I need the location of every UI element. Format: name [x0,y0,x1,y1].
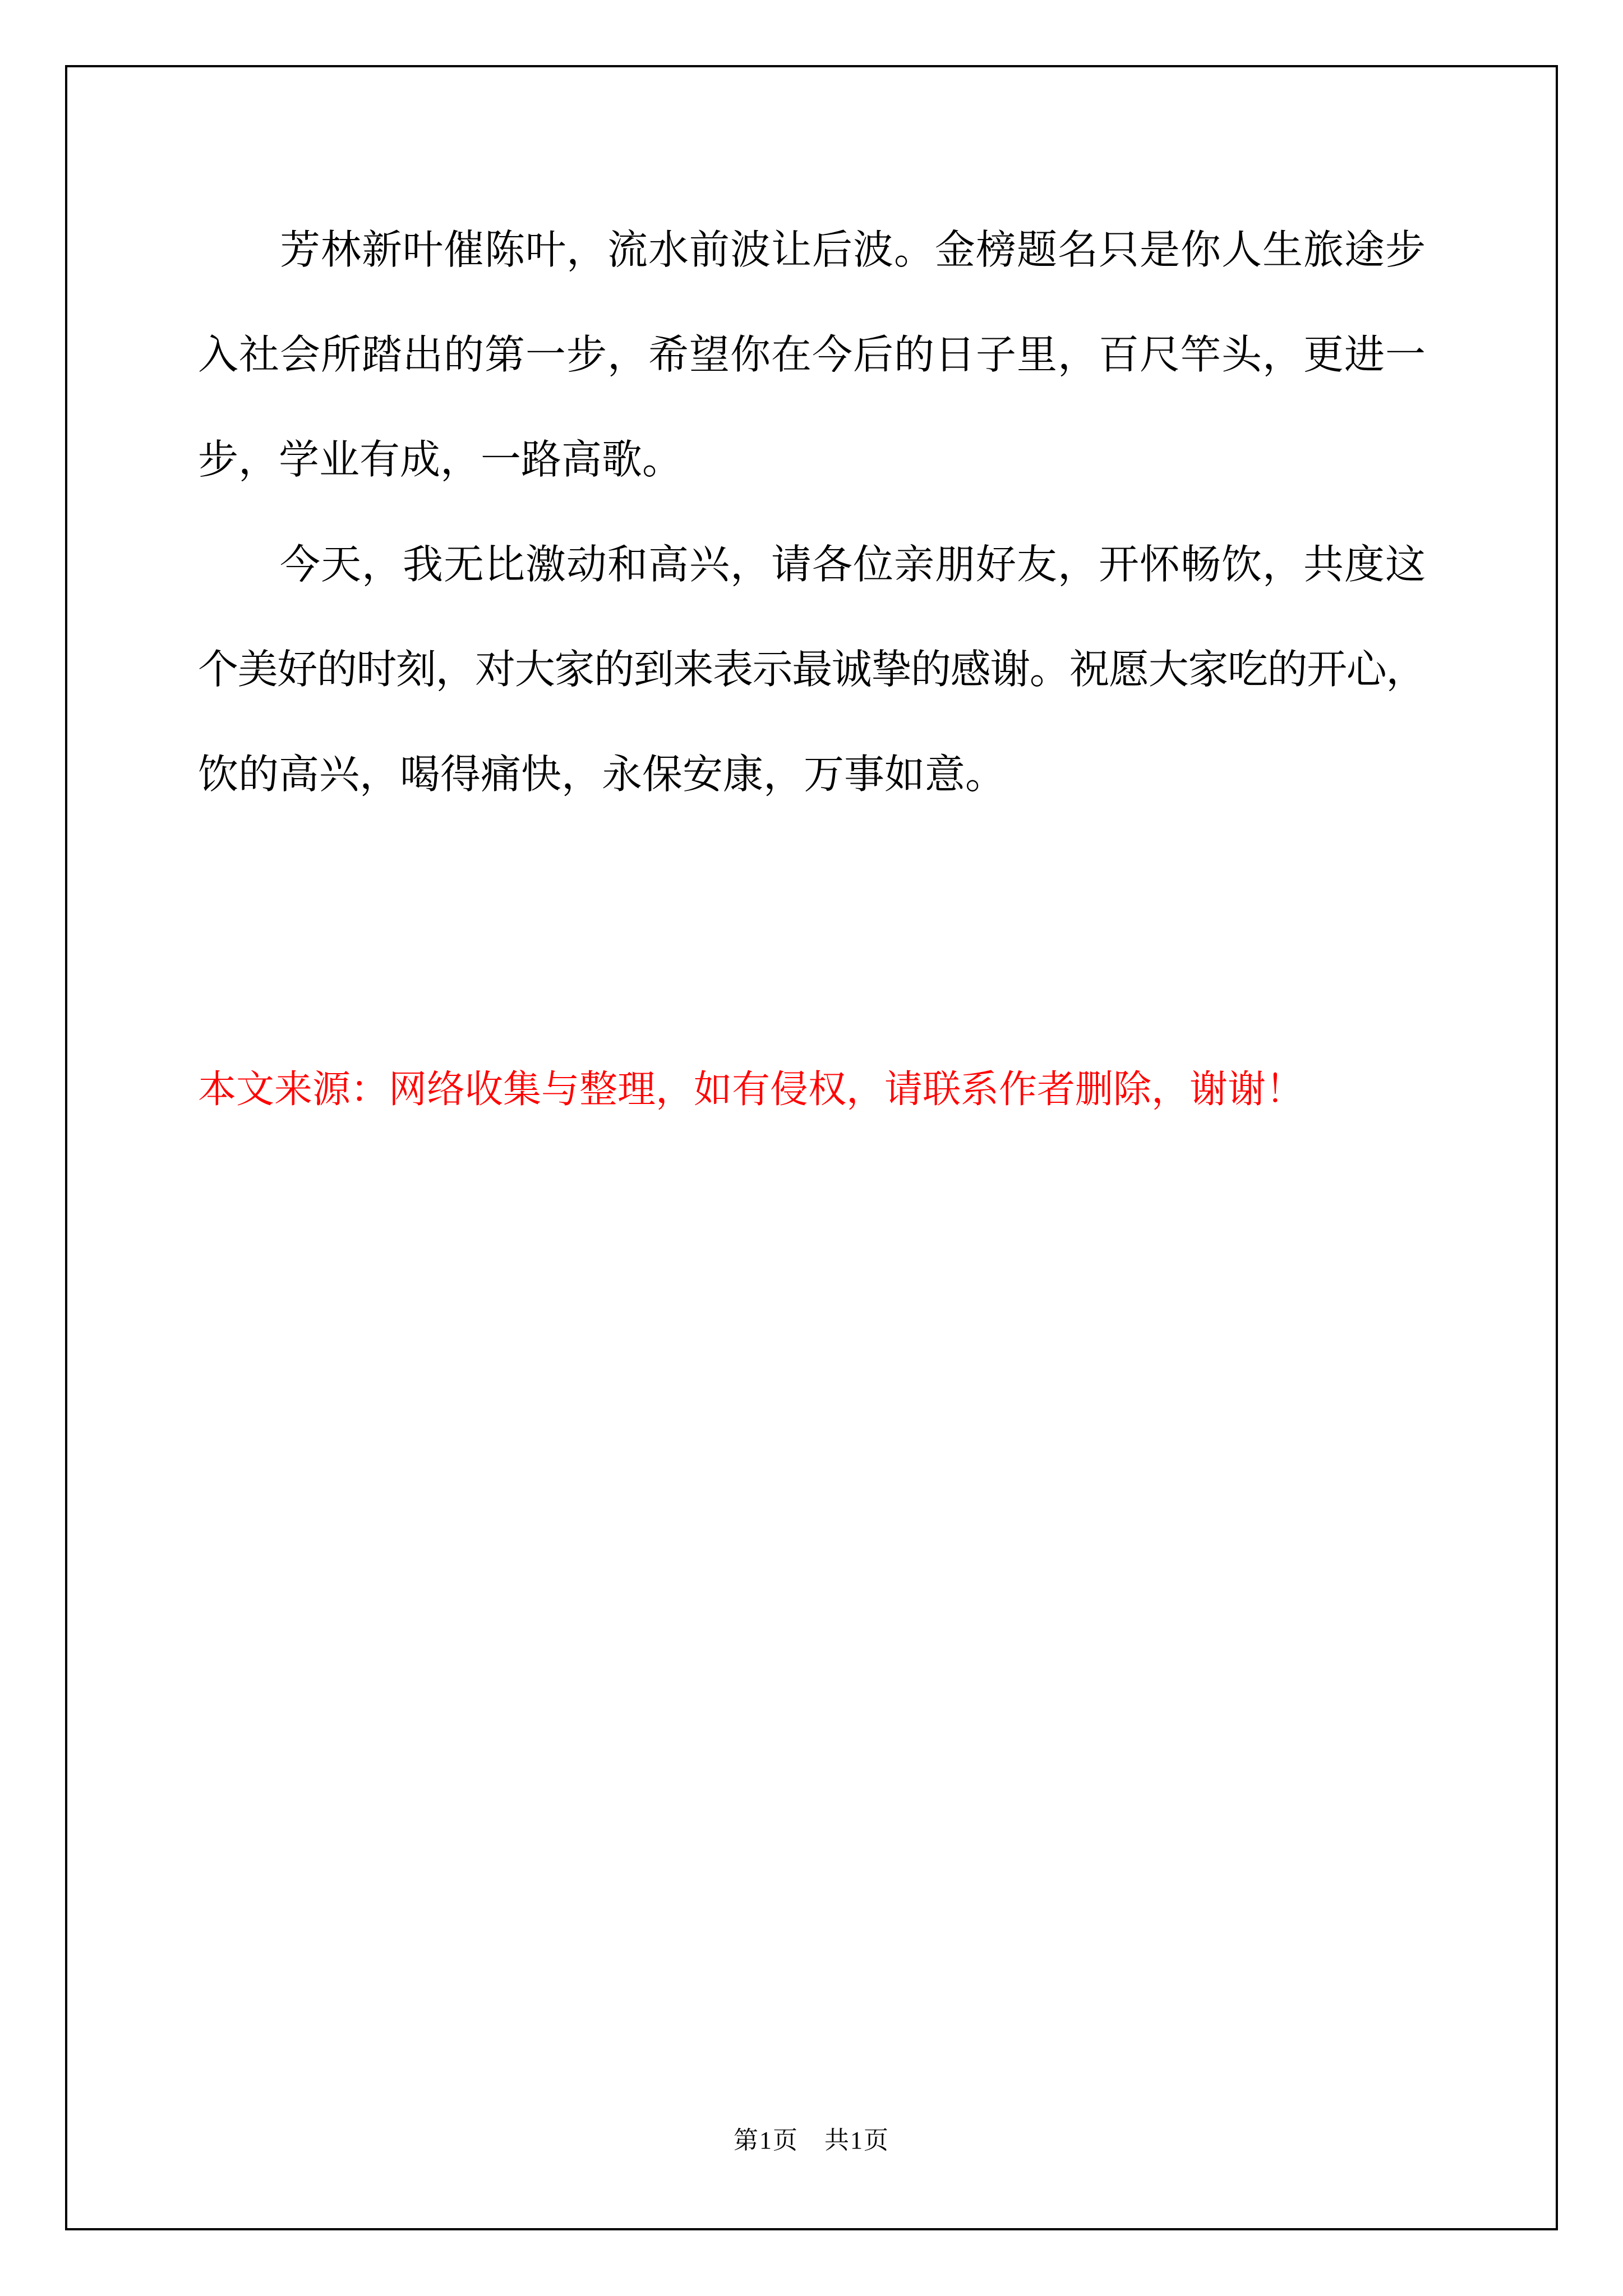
paragraph-1-line-1: 芳林新叶催陈叶，流水前波让后波。金榜题名只是你人生旅途步 [198,228,1426,273]
document-body [198,198,1426,1142]
source-note [198,1037,1426,1142]
page-footer: 第1页 共1页 [734,2127,889,2154]
paragraph-1-line-3: 步，学业有成，一路高歌。 [198,438,683,482]
source-note-line-1: 本文来源：网络收集与整理，如有侵权，请联系作者删除，谢谢！ [198,1068,1304,1111]
paragraph-1 [198,198,1426,513]
paragraph-2 [198,513,1426,827]
paragraph-1-line-2: 入社会所踏出的第一步，希望你在今后的日子里，百尺竿头，更进一 [198,333,1426,378]
paragraph-2-line-1: 今天，我无比激动和高兴，请各位亲朋好友，开怀畅饮，共度这 [198,542,1426,587]
paragraph-2-line-3: 饮的高兴，喝得痛快，永保安康，万事如意。 [198,752,1006,797]
paragraph-spacer [198,827,1426,1037]
paragraph-2-line-2: 个美好的时刻，对大家的到来表示最诚挚的感谢。祝愿大家吃的开心， [198,647,1426,692]
